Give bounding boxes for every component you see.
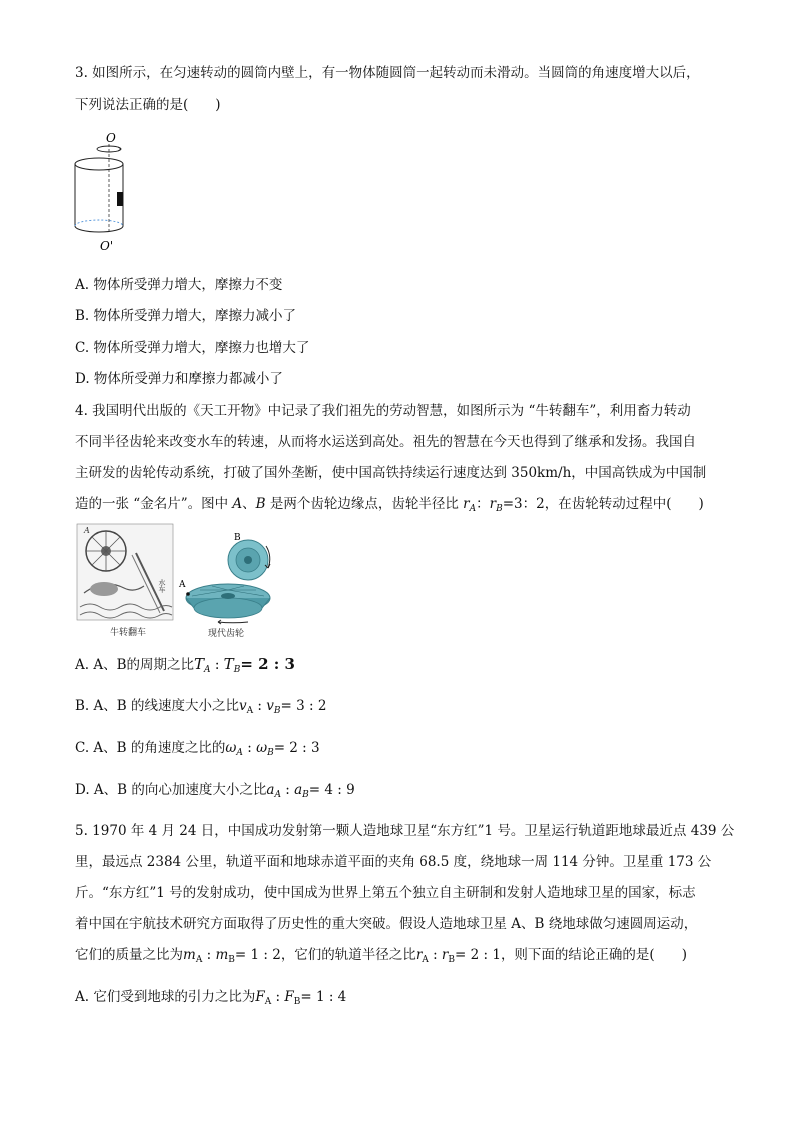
- period-a-sub: A: [204, 665, 211, 675]
- q4-option-b-text: B. A、B 的线速度大小之比: [75, 698, 239, 714]
- q4-line4-ratio: =3：2，在齿轮转动过程中( ): [502, 496, 704, 512]
- radius-colon: ：: [476, 496, 490, 512]
- velocity-b: v: [266, 698, 274, 714]
- q5-stem-line5: [75, 945, 725, 970]
- accel-b-sub: B: [302, 790, 309, 800]
- q3-option-c[interactable]: C. 物体所受弹力增大，摩擦力也增大了: [75, 340, 310, 356]
- q5-radius-ratio: = 2 : 1: [455, 947, 501, 963]
- accel-a-sub: A: [274, 790, 281, 800]
- force-a-sub: A: [264, 997, 272, 1007]
- q5-option-a-text: A. 它们受到地球的引力之比为: [75, 989, 256, 1005]
- velocity-a-sub: A: [246, 706, 254, 716]
- bevel-gear-illustration: [178, 530, 278, 640]
- q5-stem-line2: 里，最远点 2384 公里，轨道平面和地球赤道平面的夹角 68.5 度，绕地球一周 114 分钟。卫星重 173 公: [75, 854, 712, 870]
- q5-line5-post: ，则下面的结论正确的是( ): [500, 947, 687, 963]
- q4-option-b-ratio: = 3 : 2: [280, 698, 327, 714]
- mass-a-sub: A: [195, 955, 203, 965]
- q4-line4-post: 是两个齿轮边缘点，齿轮半径比: [265, 496, 464, 512]
- q4-option-d-text: D. A、B 的向心加速度大小之比: [75, 782, 267, 798]
- accel-b: a: [294, 782, 303, 798]
- q5-stem-line4: 着中国在宇航技术研究方面取得了历史性的重大突破。假设人造地球卫星 A、B 绕地球做匀速圆周运动，: [75, 916, 698, 932]
- point-b-label: B: [255, 496, 266, 512]
- orbit-radius-a-sub: A: [422, 955, 429, 965]
- omega-a-sub: A: [236, 748, 243, 758]
- accel-colon: :: [280, 782, 295, 798]
- q3-option-d[interactable]: D. 物体所受弹力和摩擦力都减小了: [75, 371, 283, 387]
- fig-left-caption: 牛转翻车: [110, 628, 147, 638]
- force-b: F: [284, 989, 294, 1005]
- q5-line5-pre: 它们的质量之比为: [75, 947, 183, 963]
- q5-option-a[interactable]: [75, 987, 346, 1012]
- q4-modern-gear-figure: [178, 530, 278, 640]
- force-b-sub: B: [293, 997, 301, 1007]
- q4-option-a-ratio: = 2 : 3: [240, 655, 295, 673]
- point-a-label: A: [232, 496, 243, 512]
- q4-stem-line4: [75, 494, 725, 519]
- q3-stem-line1: 3. 如图所示，在匀速转动的圆筒内壁上，有一物体随圆筒一起转动而未滑动。当圆筒的角速度增大以后，: [75, 65, 700, 81]
- q3-cylinder-figure: [72, 128, 142, 256]
- mass-a: m: [183, 947, 196, 963]
- radius-b: r: [489, 496, 497, 512]
- fig-right-caption: 现代齿轮: [208, 629, 245, 639]
- q4-option-c[interactable]: [75, 738, 320, 763]
- radius-a-sub: A: [469, 504, 477, 514]
- gear-label-b: B: [234, 533, 241, 543]
- orbit-radius-colon: :: [428, 947, 442, 963]
- period-colon: :: [210, 657, 224, 673]
- q4-option-a[interactable]: [75, 654, 295, 680]
- q4-option-d[interactable]: [75, 780, 355, 805]
- omega-b: ω: [256, 740, 268, 756]
- q5-stem-line3: 斤。“东方红”1 号的发射成功，使中国成为世界上第五个独立自主研制和发射人造地球卫星的国家，标志: [75, 885, 696, 901]
- orbit-radius-a: r: [415, 947, 423, 963]
- q4-stem-line1: 4. 我国明代出版的《天工开物》中记录了我们祖先的劳动智慧，如图所示为 “牛转翻车”，利用畜力转动: [75, 403, 691, 419]
- q5-option-a-ratio: = 1 : 4: [300, 989, 347, 1005]
- force-colon: :: [271, 989, 285, 1005]
- q4-option-c-text: C. A、B 的角速度之比的: [75, 740, 226, 756]
- mass-b-sub: B: [228, 955, 235, 965]
- omega-a: ω: [225, 740, 237, 756]
- q4-option-a-text: A. A、B的周期之比: [75, 657, 195, 673]
- force-a: F: [255, 989, 265, 1005]
- radius-a: r: [463, 496, 470, 512]
- radius-b-sub: B: [496, 504, 503, 514]
- axis-bottom-label: O': [100, 239, 114, 253]
- q4-stem-line3: 主研发的齿轮传动系统，打破了国外垄断，使中国高铁持续运行速度达到 350km/h，中国高铁成为中国制: [75, 465, 707, 481]
- axis-top-label: O: [106, 131, 116, 145]
- accel-a: a: [266, 782, 275, 798]
- q3-stem-line2: 下列说法正确的是( ): [75, 97, 221, 113]
- q4-option-d-ratio: = 4 : 9: [308, 782, 355, 798]
- waterwheel-label: 水车: [158, 579, 166, 593]
- velocity-b-sub: B: [273, 706, 281, 716]
- mass-b: m: [215, 947, 229, 963]
- q4-ox-waterwheel-figure: [76, 523, 176, 639]
- q3-option-a[interactable]: A. 物体所受弹力增大，摩擦力不变: [75, 277, 283, 293]
- orbit-radius-b-sub: B: [448, 955, 456, 965]
- velocity-a: v: [238, 698, 247, 714]
- q4-line4-sep: 、: [242, 496, 256, 512]
- q4-stem-line2: 不同半径齿轮来改变水车的转速，从而将水运送到高处。祖先的智慧在今天也得到了继承和发扬。我国自: [75, 434, 696, 450]
- q5-stem-line1: 5. 1970 年 4 月 24 日，中国成功发射第一颗人造地球卫星“东方红”1 号。卫星运行轨道距地球最近点 439 公: [75, 823, 735, 839]
- mass-colon: :: [202, 947, 216, 963]
- q4-option-b[interactable]: [75, 696, 326, 721]
- period-b-sub: B: [233, 665, 241, 675]
- waterwheel-illustration: [76, 523, 176, 639]
- fig-left-label-a: A: [84, 526, 90, 535]
- q3-option-b[interactable]: B. 物体所受弹力增大，摩擦力减小了: [75, 308, 297, 324]
- q5-mass-ratio: = 1 : 2: [234, 947, 281, 963]
- period-b: T: [223, 655, 234, 673]
- gear-label-a: A: [179, 580, 186, 590]
- object-block: [117, 192, 123, 206]
- rotating-cylinder-diagram: [72, 128, 142, 256]
- omega-b-sub: B: [267, 748, 274, 758]
- period-a: T: [194, 655, 205, 673]
- q4-line4-pre: 造的一张 “金名片”。图中: [75, 496, 233, 512]
- velocity-colon: :: [253, 698, 267, 714]
- q4-option-c-ratio: = 2 : 3: [273, 740, 320, 756]
- orbit-radius-b: r: [441, 947, 449, 963]
- omega-colon: :: [242, 740, 257, 756]
- q5-line5-mid: ，它们的轨道半径之比: [280, 947, 416, 963]
